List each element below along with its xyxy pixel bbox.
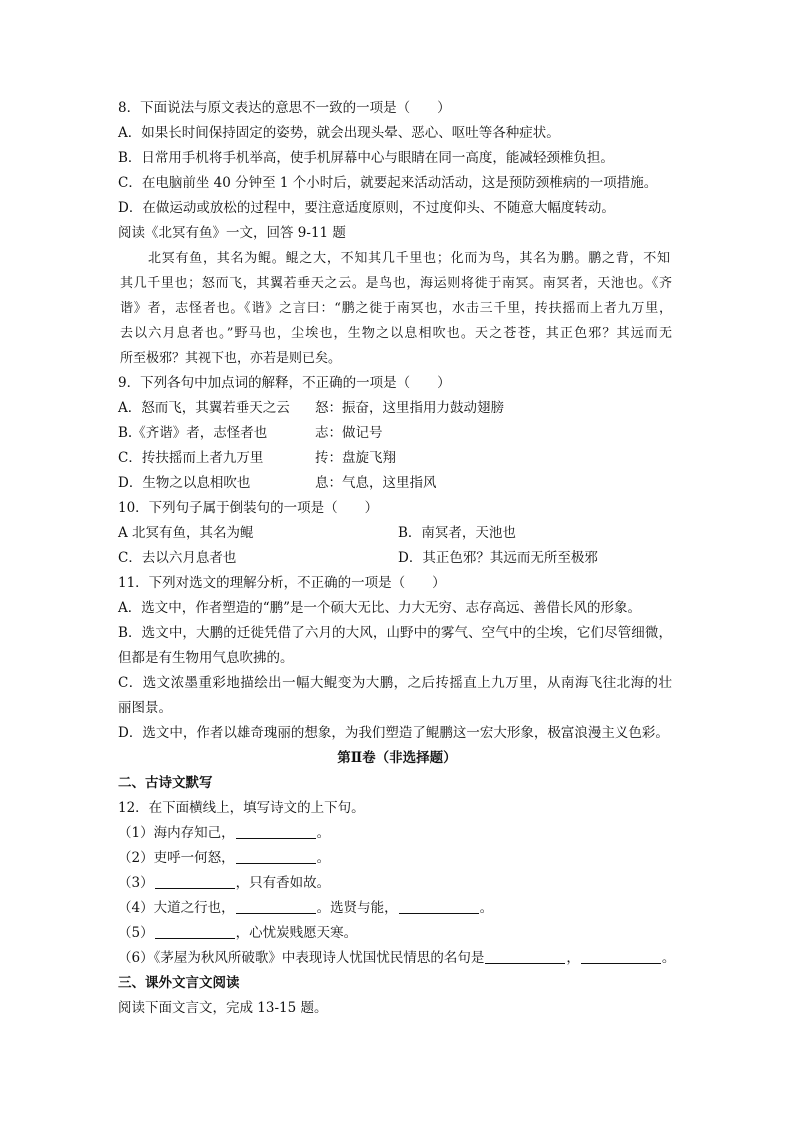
q11-option-b-cont: 但都是有生物用气息吹拂的。 (118, 649, 294, 666)
q12-text: ，心忧炭贱愿天寒。 (235, 924, 358, 941)
q12-text: （1）海内存知己， (118, 824, 235, 841)
answer-blank (399, 899, 479, 914)
q12-text: （4）大道之行也， (118, 899, 235, 916)
q12-item-2 (118, 846, 678, 871)
q9-gloss: 抟：盘旋飞翔 (315, 449, 396, 466)
reading-intro: 阅读《北冥有鱼》一文，回答 9-11 题 (118, 224, 346, 241)
passage-line: 所至极邪？其视下也，亦若是则已矣。 (120, 350, 342, 366)
q9-sentence: D．生物之以息相吹也 (118, 474, 251, 491)
q12-item-1 (118, 821, 678, 846)
q8-option-b: B．日常用手机将手机举高，使手机屏幕中心与眼睛在同一高度，能减轻颈椎负担。 (118, 149, 614, 166)
answer-blank (581, 949, 661, 964)
answer-blank (485, 949, 565, 964)
q9-sentence: A．怒而飞，其翼若垂天之云 (118, 399, 290, 416)
q9-option-a (118, 396, 678, 421)
answer-blank (236, 899, 316, 914)
q10-option-d: D．其正色邪？其远而无所至极邪 (398, 549, 598, 566)
passage-line: 北冥有鱼，其名为鲲。鲲之大，不知其几千里也；化而为鸟，其名为鹏。鹏之背，不知 (148, 250, 670, 266)
passage-line: 谐》者，志怪者也。《谐》之言曰：“鹏之徙于南冥也，水击三千里，抟扶摇而上者九万里， (120, 300, 672, 316)
q10-options-row-1 (118, 521, 678, 546)
q9-sentence: B.《齐谐》者，志怪者也 (118, 424, 268, 441)
q12-text: 。选贤与能， (316, 899, 398, 916)
answer-blank (155, 924, 235, 939)
q10-options-row-2 (118, 546, 678, 571)
q12-text: 。 (316, 824, 331, 841)
q12-text: （5） (118, 924, 154, 941)
answer-blank (155, 874, 235, 889)
q12-text: ，只有香如故。 (235, 874, 331, 891)
q11-option-c: C．选文浓墨重彩地描绘出一幅大鲲变为大鹏，之后抟摇直上九万里，从南海飞往北海的壮 (118, 674, 673, 691)
q9-option-b (118, 421, 678, 446)
q12-item-3 (118, 871, 678, 896)
q11-option-a: A．选文中，作者塑造的“鹏”是一个硕大无比、力大无穷、志存高远、善借长风的形象。 (118, 599, 642, 616)
q8-option-d: D．在做运动或放松的过程中，要注意适度原则，不过度仰头、不随意大幅度转动。 (118, 199, 615, 216)
q12-item-6 (118, 946, 678, 971)
exam-page (118, 96, 678, 1021)
q12-text: （6）《茅屋为秋风所破歌》中表现诗人忧国忧民情思的名句是 (118, 949, 485, 966)
q12-item-5 (118, 921, 678, 946)
q9-option-c (118, 446, 678, 471)
part2-title: 第Ⅱ卷（非选择题） (337, 749, 457, 766)
section3-intro: 阅读下面文言文，完成 13-15 题。 (118, 999, 328, 1016)
q11-option-c-cont: 丽图景。 (118, 699, 172, 716)
q12-text: ， (566, 949, 580, 966)
q11-option-d: D．选文中，作者以雄奇瑰丽的想象，为我们塑造了鲲鹏这一宏大形象，极富浪漫主义色彩。 (118, 724, 669, 741)
q8-stem: 8．下面说法与原文表达的意思不一致的一项是（ ） (118, 99, 451, 116)
q10-option-a: A 北冥有鱼，其名为鲲 (118, 524, 254, 541)
q12-item-4 (118, 896, 678, 921)
q12-text: （3） (118, 874, 154, 891)
q10-option-c: C．去以六月息者也 (118, 549, 237, 566)
q8-option-a: A．如果长时间保持固定的姿势，就会出现头晕、恶心、呕吐等各种症状。 (118, 124, 560, 141)
classical-passage (118, 246, 678, 371)
q10-stem: 10．下列句子属于倒装句的一项是（ ） (118, 499, 379, 516)
q12-text: 。 (316, 849, 331, 866)
q9-option-d (118, 471, 678, 496)
q12-text: 。 (661, 949, 676, 966)
q9-gloss: 志：做记号 (315, 424, 383, 441)
q10-option-b: B．南冥者，天池也 (398, 524, 516, 541)
section3-heading: 三、课外文言文阅读 (118, 974, 240, 991)
q9-gloss: 怒：振奋，这里指用力鼓动翅膀 (315, 399, 504, 416)
q8-option-c: C．在电脑前坐 40 分钟至 1 个小时后，就要起来活动活动，这是预防颈椎病的一项措施。 (118, 174, 658, 191)
q9-gloss: 息：气息，这里指风 (315, 474, 437, 491)
passage-line: 去以六月息者也。”野马也，尘埃也，生物之以息相吹也。天之苍苍，其正色邪？其远而无 (120, 325, 672, 341)
q11-stem: 11．下列对选文的理解分析，不正确的一项是（ ） (118, 574, 446, 591)
answer-blank (236, 824, 316, 839)
q9-stem: 9．下列各句中加点词的解释，不正确的一项是（ ） (118, 374, 451, 391)
passage-line: 其几千里也；怒而飞，其翼若垂天之云。是鸟也，海运则将徙于南冥。南冥者，天池也。《齐 (120, 275, 672, 291)
answer-blank (236, 849, 316, 864)
q9-sentence: C．抟扶摇而上者九万里 (118, 449, 264, 466)
q11-option-b: B．选文中，大鹏的迁徙凭借了六月的大风，山野中的雾气、空气中的尘埃，它们尽管细微， (118, 624, 672, 641)
q12-stem: 12．在下面横线上，填写诗文的上下句。 (118, 799, 365, 816)
section2-heading: 二、古诗文默写 (118, 774, 213, 791)
q12-text: 。 (479, 899, 494, 916)
q12-text: （2）吏呼一何怒， (118, 849, 235, 866)
